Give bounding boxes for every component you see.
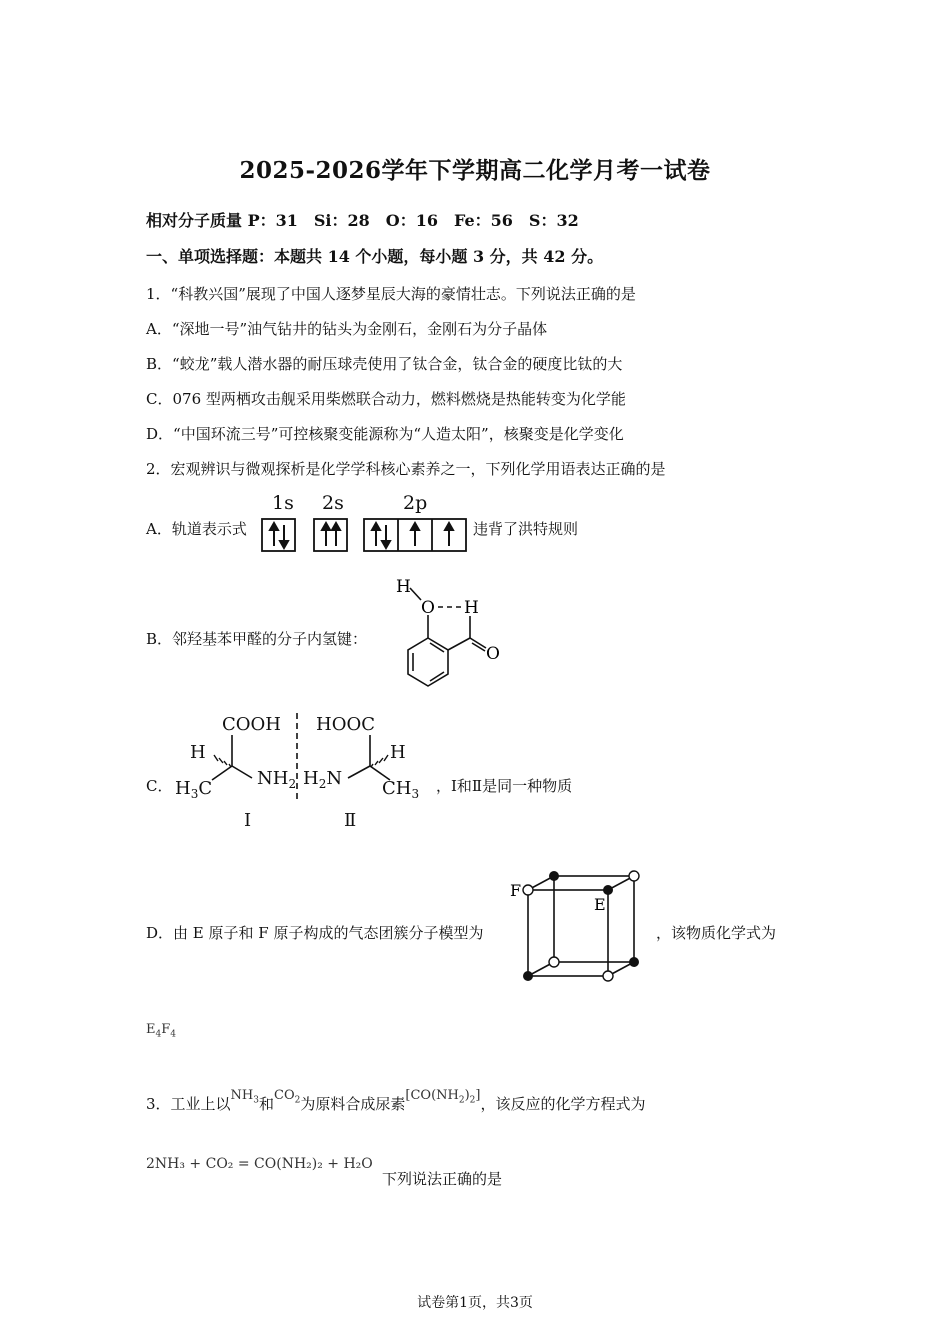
q1-option-d: D．“中国环流三号”可控核聚变能源称为“人造太阳”，核聚变是化学变化 [146,425,624,443]
exam-title: 2025-2026学年下学期高二化学月考一试卷 [239,157,711,184]
q2-option-d-suffix: ，该物质化学式为 [656,924,777,942]
q2-option-c-label: C． [146,777,173,795]
cluster-cube-model [506,866,656,986]
orbital-label-2p: 2p [403,492,428,514]
h3c-h: H [175,778,191,799]
atom-label-f: F [510,881,522,900]
svg-text:H3C [175,778,212,801]
hooc-label: HOOC [316,714,375,735]
nh2-sub: 2 [288,777,297,791]
q2-option-a-prefix: A．轨道表示式 [146,520,247,538]
relative-masses: 相对分子质量 P：31 Si：28 O：16 Fe：56 S：32 [146,211,579,230]
orbital-label-2s: 2s [322,492,344,514]
alanine-enantiomers [172,708,432,834]
salicylaldehyde-structure [388,570,518,695]
q2-option-d-prefix: D．由 E 原子和 F 原子构成的气态团簇分子模型为 [146,924,484,942]
isomer-label-ii: Ⅱ [344,810,357,831]
svg-text:H2N [303,768,342,791]
orbital-box-2s [314,519,347,551]
h2n-sub: 2 [318,777,327,791]
q3-equation-tail: 下列说法正确的是 [382,1170,503,1188]
q1-option-c: C．076 型两栖攻击舰采用柴燃联合动力，燃料燃烧是热能转变为化学能 [146,390,626,408]
h2n-n: N [326,768,343,789]
q3-stem: 3．工业上以$NH_3$和$CO_2$为原料合成尿素$[CO(NH_2)_2]$，该反应的化学方程式为 [146,1088,646,1113]
benzene-ring [408,638,448,686]
q2-option-a-suffix: 违背了洪特规则 [473,520,579,538]
q2-stem: 2．宏观辨识与微观探析是化学学科核心素养之一，下列化学用语表达正确的是 [146,460,666,478]
h-left-label: H [190,742,206,763]
isomer-label-i: Ⅰ [244,810,252,831]
cluster-formula: $E_4F_4$ [146,1022,176,1040]
hydroxyl-o-label: O [421,598,435,618]
page-footer: 试卷第1页，共3页 [417,1295,533,1311]
q2-option-b-prefix: B．邻羟基苯甲醛的分子内氢键： [146,630,368,648]
q1-option-a: A．“深地一号”油气钻井的钻头为金刚石，金刚石为分子晶体 [146,320,548,338]
ch3-sub: 3 [411,787,420,801]
aldehyde-o-label: O [486,644,500,664]
aldehyde-h-label: H [464,598,479,618]
q1-option-b: B．“蛟龙”载人潜水器的耐压球壳使用了钛合金，钛合金的硬度比钛的大 [146,355,623,373]
h2n-h: H [303,768,319,789]
q2-option-c-suffix: ，Ⅰ和Ⅱ是同一种物质 [436,777,573,795]
h3c-c: C [198,778,213,799]
q3-equation: 2NH₃ + CO₂ = CO(NH₂)₂ + H₂O [146,1156,373,1172]
section-heading: 一、单项选择题：本题共 14 个小题，每小题 3 分，共 42 分。 [146,247,604,266]
h-right-label: H [390,742,406,763]
atom-label-e: E [594,895,606,914]
h3c-sub: 3 [190,787,199,801]
orbital-label-1s: 1s [272,492,294,514]
orbital-box-1s [262,519,295,551]
hydroxyl-h-label: H [396,577,411,597]
q1-stem: 1．“科教兴国”展现了中国人逐梦星辰大海的豪情壮志。下列说法正确的是 [146,285,636,303]
orbital-diagram [258,516,470,556]
svg-text:CH3 [382,778,419,801]
svg-text:NH2 [257,768,296,791]
ch3-ch: CH [382,778,412,799]
nh2-nh: NH [257,768,289,789]
cooh-label: COOH [222,714,281,735]
